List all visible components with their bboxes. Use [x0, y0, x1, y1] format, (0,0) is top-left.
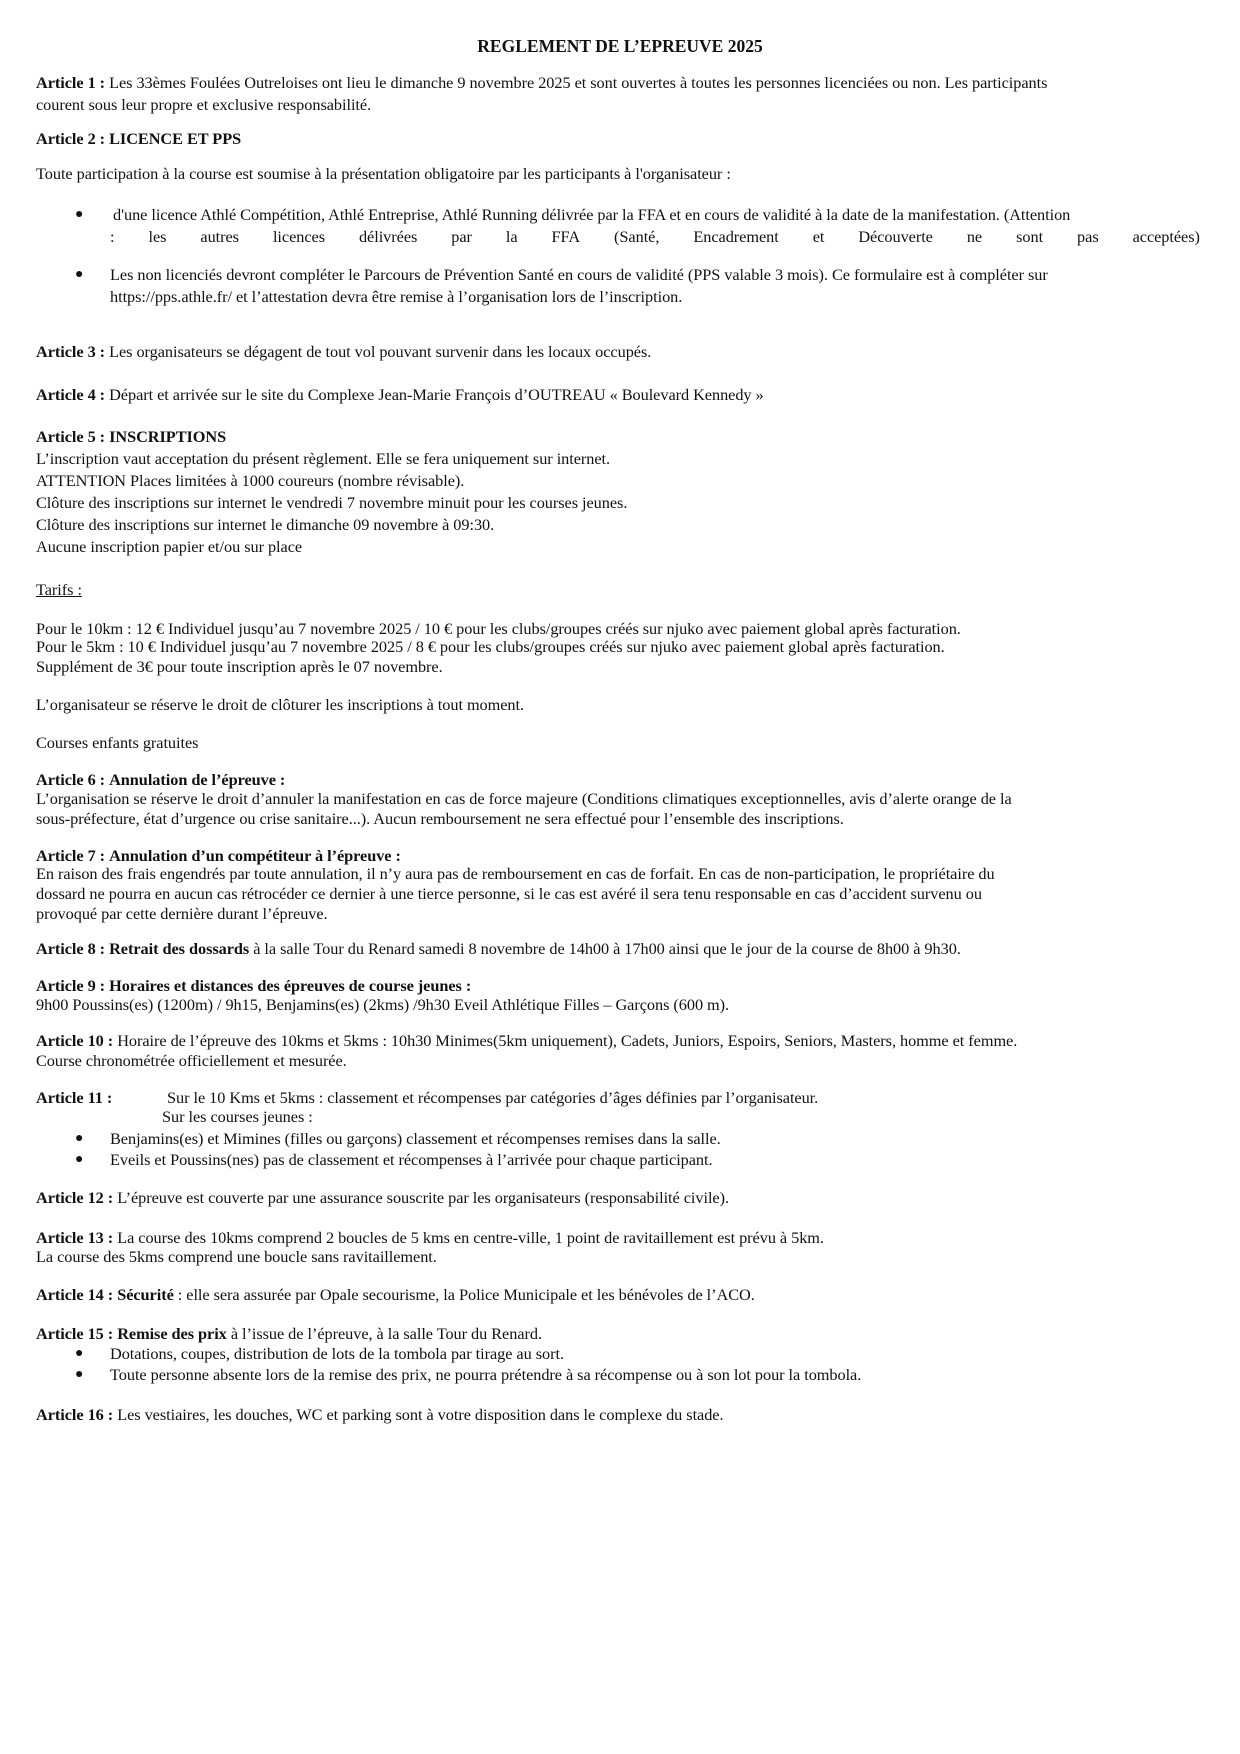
justified-word: (Santé, — [614, 227, 660, 246]
article-9-label: Article 9 : — [36, 976, 106, 995]
bullet-icon: ● — [75, 207, 84, 222]
tarif-5km: Pour le 5km : 10 € Individuel jusqu’au 7 novembre 2025 / 8 € pour les clubs/groupes créés sur njuko avec paiement global après facturation. — [36, 637, 945, 656]
justified-word: Découverte — [858, 227, 933, 246]
article-15-bullet-2: Toute personne absente lors de la remise des prix, ne pourra prétendre à sa récompense ou à son lot pour la tombola. — [110, 1365, 862, 1384]
article-11-bullet-1: Benjamins(es) et Mimines (filles ou garçons) classement et récompenses remises dans la salle. — [110, 1129, 721, 1148]
article-5-line-2: ATTENTION Places limitées à 1000 coureurs (nombre révisable). — [36, 471, 465, 490]
article-5-line-4: Clôture des inscriptions sur internet le dimanche 09 novembre à 09:30. — [36, 515, 495, 534]
article-4-label: Article 4 : — [36, 385, 106, 404]
justified-word: sont — [1016, 227, 1044, 246]
article-14-heading: Sécurité — [117, 1285, 174, 1304]
article-11-bullet-2: Eveils et Poussins(nes) pas de classement et récompenses à l’arrivée pour chaque participant. — [110, 1150, 713, 1169]
article-5-line-1: L’inscription vaut acceptation du présent règlement. Elle se fera uniquement sur internet. — [36, 449, 611, 468]
justified-word: la — [505, 227, 518, 246]
article-3 — [36, 341, 651, 363]
article-13-line-2: La course des 5kms comprend une boucle sans ravitaillement. — [36, 1247, 437, 1266]
article-16-text: Les vestiaires, les douches, WC et parking sont à votre disposition dans le complexe du stade. — [117, 1405, 724, 1424]
article-15-text: à l’issue de l’épreuve, à la salle Tour du Renard. — [230, 1324, 542, 1343]
article-15 — [36, 1323, 542, 1345]
justified-word: pas — [1077, 227, 1099, 246]
article-15-label: Article 15 : — [36, 1324, 114, 1343]
article-3-label: Article 3 : — [36, 342, 106, 361]
article-12-label: Article 12 : — [36, 1188, 114, 1207]
article-7-heading: Annulation d’un compétiteur à l’épreuve : — [109, 846, 401, 865]
document-title: REGLEMENT DE L’EPREUVE 2025 — [477, 36, 763, 56]
article-4-text: Départ et arrivée sur le site du Complexe Jean-Marie François d’OUTREAU « Boulevard Kennedy » — [109, 385, 764, 404]
justified-word: et — [812, 227, 825, 246]
article-11-line-1: Sur le 10 Kms et 5kms : classement et récompenses par catégories d’âges définies par l’organisateur. — [167, 1088, 819, 1107]
article-1-label: Article 1 : — [36, 73, 106, 92]
article-15-bullet-1: Dotations, coupes, distribution de lots de la tombola par tirage au sort. — [110, 1344, 564, 1363]
bullet-icon: ● — [75, 1367, 84, 1382]
article-9-line-1: 9h00 Poussins(es) (1200m) / 9h15, Benjamins(es) (2kms) /9h30 Eveil Athlétique Filles – Garçons (600 m). — [36, 995, 730, 1014]
article-7-line-2: dossard ne pourra en aucun cas rétrocéder ce dernier à une tierce personne, si le cas est avéré il sera tenu responsable en cas d’accident survenu ou — [36, 884, 982, 903]
article-15-heading: Remise des prix — [117, 1324, 227, 1343]
article-1-text: Les 33èmes Foulées Outreloises ont lieu le dimanche 9 novembre 2025 et sont ouvertes à toutes les personnes licenciées ou non. Les participants — [109, 73, 1048, 92]
justified-word: : — [110, 227, 115, 246]
article-11-label-line — [36, 1087, 112, 1109]
justified-word: par — [451, 227, 472, 246]
article-16 — [36, 1404, 724, 1426]
article-2-bullet-2-line-1: Les non licenciés devront compléter le Parcours de Prévention Santé en cours de validité (PPS valable 3 mois). Ce formulaire est à compléter sur — [110, 265, 1048, 284]
article-5-heading-line — [36, 426, 226, 448]
justified-word: licences — [272, 227, 325, 246]
article-5-line-3: Clôture des inscriptions sur internet le vendredi 7 novembre minuit pour les courses jeunes. — [36, 493, 628, 512]
article-6-label: Article 6 : — [36, 770, 106, 789]
tarif-10km: Pour le 10km : 12 € Individuel jusqu’au 7 novembre 2025 / 10 € pour les clubs/groupes créés sur njuko avec paiement global après facturation. — [36, 619, 961, 638]
article-1-line-1 — [36, 72, 1047, 94]
article-5-enfants: Courses enfants gratuites — [36, 733, 199, 752]
justified-word: les — [148, 227, 167, 246]
bullet-icon: ● — [75, 1152, 84, 1167]
article-3-text: Les organisateurs se dégagent de tout vol pouvant survenir dans les locaux occupés. — [109, 342, 652, 361]
article-5-line-5: Aucune inscription papier et/ou sur place — [36, 537, 303, 556]
article-2-intro: Toute participation à la course est soumise à la présentation obligatoire par les participants à l'organisateur : — [36, 164, 731, 183]
article-2-bullet-1-line-1: d'une licence Athlé Compétition, Athlé Entreprise, Athlé Running délivrée par la FFA et en cours de validité à la date de la manifestation. (Attention — [113, 205, 1071, 224]
article-2-label: Article 2 : — [36, 129, 106, 148]
article-2-heading-line — [36, 128, 241, 150]
article-14-label: Article 14 : — [36, 1285, 114, 1304]
article-5-label: Article 5 : — [36, 427, 106, 446]
justified-word: ne — [966, 227, 983, 246]
article-12 — [36, 1187, 729, 1209]
article-9-heading: Horaires et distances des épreuves de course jeunes : — [109, 976, 472, 995]
bullet-icon: ● — [75, 1346, 84, 1361]
justified-word: Encadrement — [693, 227, 779, 246]
article-10-label: Article 10 : — [36, 1031, 114, 1050]
article-5-heading: INSCRIPTIONS — [109, 427, 227, 446]
article-8 — [36, 938, 961, 960]
article-7-line-1: En raison des frais engendrés par toute annulation, il n’y aura pas de remboursement en cas de forfait. En cas de non-participation, le propriétaire du — [36, 864, 995, 883]
article-4 — [36, 384, 764, 406]
tarifs-label: Tarifs : — [36, 580, 82, 599]
article-12-text: L’épreuve est couverte par une assurance souscrite par les organisateurs (responsabilité civile). — [117, 1188, 729, 1207]
article-2-bullet-1-line-2 — [110, 226, 1200, 248]
justified-word: FFA — [551, 227, 581, 246]
article-10-line-1 — [36, 1030, 1017, 1052]
article-13-text: La course des 10kms comprend 2 boucles de 5 kms en centre-ville, 1 point de ravitaillement est prévu à 5km. — [117, 1228, 824, 1247]
article-14 — [36, 1284, 755, 1306]
bullet-icon: ● — [75, 267, 84, 282]
article-11-line-2: Sur les courses jeunes : — [162, 1107, 313, 1126]
article-10-line-2: Course chronométrée officiellement et mesurée. — [36, 1051, 347, 1070]
article-6-line-1: L’organisation se réserve le droit d’annuler la manifestation en cas de force majeure (Conditions climatiques exceptionnelles, avis d’alerte orange de la — [36, 789, 1012, 808]
article-8-label: Article 8 : — [36, 939, 106, 958]
tarif-supplement: Supplément de 3€ pour toute inscription après le 07 novembre. — [36, 657, 443, 676]
article-16-label: Article 16 : — [36, 1405, 114, 1424]
justified-word: délivrées — [358, 227, 418, 246]
article-14-text: : elle sera assurée par Opale secourisme, la Police Municipale et les bénévoles de l’ACO. — [177, 1285, 755, 1304]
article-2-bullet-2-line-2: https://pps.athle.fr/ et l’attestation devra être remise à l’organisation lors de l’inscription. — [110, 287, 683, 306]
article-2-heading: LICENCE ET PPS — [109, 129, 242, 148]
justified-word: autres — [200, 227, 239, 246]
article-7-label: Article 7 : — [36, 846, 106, 865]
article-5-reserve: L’organisateur se réserve le droit de clôturer les inscriptions à tout moment. — [36, 695, 525, 714]
article-10-text: Horaire de l’épreuve des 10kms et 5kms : 10h30 Minimes(5km uniquement), Cadets, Juniors, Espoirs, Seniors, Masters, homme et femme. — [117, 1031, 1018, 1050]
article-6-line-2: sous-préfecture, état d’urgence ou crise sanitaire...). Aucun remboursement ne sera effectué pour l’ensemble des inscriptions. — [36, 809, 844, 828]
article-8-heading: Retrait des dossards — [109, 939, 250, 958]
article-13-label: Article 13 : — [36, 1228, 114, 1247]
article-11-label: Article 11 : — [36, 1088, 113, 1107]
article-6-heading: Annulation de l’épreuve : — [109, 770, 286, 789]
justified-word: acceptées) — [1132, 227, 1200, 246]
bullet-icon: ● — [75, 1131, 84, 1146]
article-1-line-2: courent sous leur propre et exclusive responsabilité. — [36, 95, 372, 114]
article-7-line-3: provoqué par cette dernière durant l’épreuve. — [36, 904, 328, 923]
article-8-text: à la salle Tour du Renard samedi 8 novembre de 14h00 à 17h00 ainsi que le jour de la course de 8h00 à 9h30. — [253, 939, 961, 958]
